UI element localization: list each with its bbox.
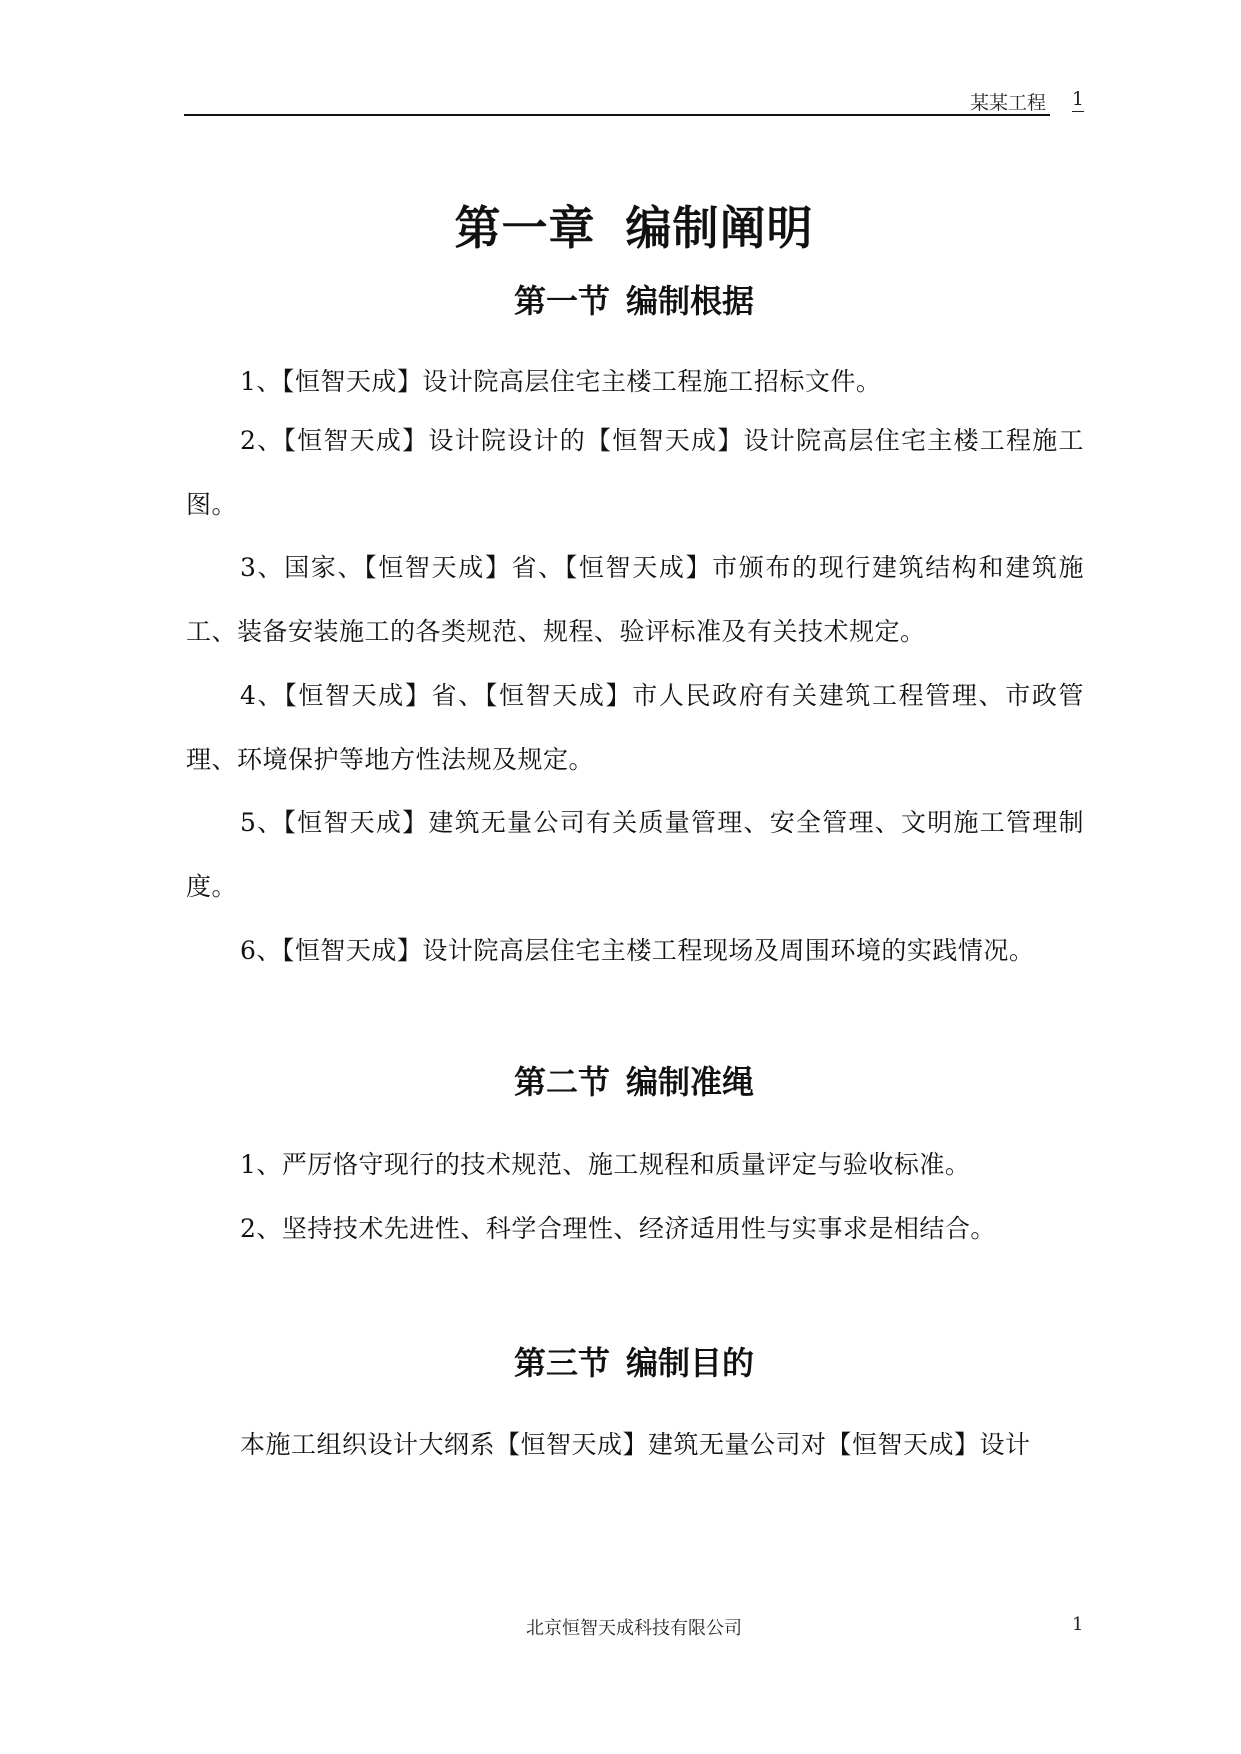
chapter-number: 第一章 [454,201,596,255]
section-title-text: 编制目的 [626,1344,755,1382]
section-title-text: 编制根据 [626,282,755,320]
paragraph: 本施工组织设计大纲系【恒智天成】建筑无量公司对【恒智天成】设计 [240,1430,1031,1459]
chapter-title-text: 编制阐明 [625,201,814,255]
paragraph: 1、严厉恪守现行的技术规范、施工规程和质量评定与验收标准。 [240,1150,971,1179]
paragraph: 5、【恒智天成】建筑无量公司有关质量管理、安全管理、文明施工管理制度。 [186,808,1084,901]
section-title-text: 编制准绳 [626,1063,755,1101]
footer-company: 北京恒智天成科技有限公司 [526,1618,742,1639]
paragraph: 1、【恒智天成】设计院高层住宅主楼工程施工招标文件。 [240,367,882,396]
header-title: 某某工程 [969,92,1046,114]
page-header [184,86,1084,118]
paragraph: 6、【恒智天成】设计院高层住宅主楼工程现场及周围环境的实践情况。 [240,936,1035,965]
section-title-3 [184,1338,1084,1384]
header-rule [184,114,1050,116]
paragraph: 2、坚持技术先进性、科学合理性、经济适用性与实事求是相结合。 [240,1214,996,1243]
section-number: 第一节 [513,282,610,320]
chapter-title [184,192,1084,258]
section-number: 第三节 [513,1344,610,1382]
section-title-1 [184,276,1084,322]
paragraph: 2、【恒智天成】设计院设计的【恒智天成】设计院高层住宅主楼工程施工图。 [186,426,1084,519]
paragraph: 3、国家、【恒智天成】省、【恒智天成】市颁布的现行建筑结构和建筑施工、装备安装施工的各类规范、规程、验评标准及有关技术规定。 [186,553,1084,646]
section-number: 第二节 [513,1063,610,1101]
section-title-2 [184,1057,1084,1103]
header-page-number: 1 [1071,88,1084,110]
footer-page-number: 1 [1072,1614,1084,1635]
paragraph: 4、【恒智天成】省、【恒智天成】市人民政府有关建筑工程管理、市政管理、环境保护等地方性法规及规定。 [186,681,1084,774]
